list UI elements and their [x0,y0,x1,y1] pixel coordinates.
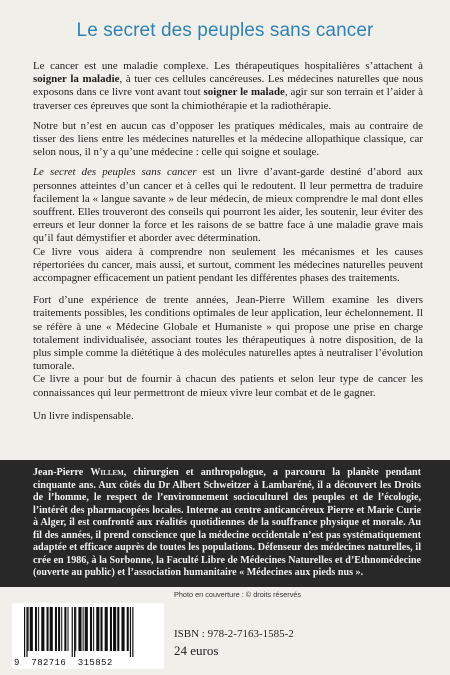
barcode-bar [105,607,108,651]
barcode-guard-bar [72,607,73,657]
barcode-bar [50,607,53,651]
price: 24 euros [174,643,219,658]
paragraph-closing: Un livre indispensable. [33,409,134,422]
barcode-bars [22,607,154,657]
back-cover-text [33,60,423,430]
barcode-bar [75,607,76,651]
paragraph-help: Ce livre vous aidera à comprendre non seulement les mécanismes et les causes répertoriées du cancer, mais aussi, et surtout, comment les médecines naturelles peuvent accompagner efficacement un patient pendant les différentes phases des traitements. [33,245,423,285]
barcode-bar [113,607,116,651]
photo-credit: Photo en couverture : © droits réservés [174,590,302,599]
isbn: ISBN : 978-2-7163-1585-2 [174,628,294,640]
paragraph-intro [33,60,423,113]
intro-text-3: , agir sur son terrain et l’aider à traverser ces épreuves que sont la chimiothérapie et la radiothérapie. [33,86,423,112]
book-title: Le secret des peuples sans cancer [76,20,374,41]
barcode-bar [68,607,69,651]
author-bio-text: , chirurgien et anthropologue, a parcouru la planète pendant cinquante ans. Aux côtés du Dr Albert Schweitzer à Lambaréné, il a découvert les Droits de l’homme, le respect de l’environnement socioculturel des peuples et de l’écologie, l’intérêt des pharmacopées locales. Interne au centre anticancéreux Pierre et Marie Curie à Alger, il est confronté aux réalités quotidiennes de la souffrance physique et morale. Au fil des années, il prend conscience que la médecine occidentale n’est pas systématiquement adaptée et efficace auprès de toutes les populations. Défenseur des médecines naturelles, il crée en 1986, à la Sorbonne, la Faculté Libre de Médecines Naturelles et d’Ethnomédecine (ouverte au public) et l’association humanitaire « Médecines aux pieds nus ». [33,467,422,578]
barcode-guard-bar [26,607,27,657]
barcode-bar [30,607,33,651]
barcode-bar [110,607,112,651]
barcode-bar [90,607,92,651]
barcode-bar [64,607,66,651]
barcode-bar [55,607,57,651]
author-first-name: Jean-Pierre [33,467,91,478]
barcode-bar [117,607,119,651]
barcode-guard-bar [130,607,131,657]
barcode-bar [96,607,99,651]
barcode-bar [85,607,88,651]
paragraph-purpose: Ce livre a pour but de fournir à chacun des patients et selon leur type de cancer les connaissances qui leur permettront de mieux vivre leur combat et de le gagner. [33,373,423,399]
barcode-bar [41,607,44,651]
author-bio [33,467,421,580]
barcode-bar [127,607,129,651]
intro-text-1: Le cancer est une maladie complexe. Les thérapeutiques hospitalières s’attachent à [33,60,423,72]
barcode-guard-bar [132,607,133,657]
paragraph-goal: Notre but n’est en aucun cas d’opposer les pratiques médicales, mais au contraire de tisser des liens entre les médecines naturelles et la médecine allopathique classique, car selon nous, il n’y a qu’une médecine : celle qui soigne et soulage. [33,119,423,159]
barcode-bar [35,607,37,651]
barcode-guard-bar [24,607,25,657]
book-title-italic: Le secret des peuples sans cancer [33,166,197,179]
barcode-bar [100,607,102,651]
barcode-bar [61,607,62,651]
paragraph-book [33,166,423,245]
intro-bold-2: soigner le malade [203,86,285,99]
book-description: est un livre d’avant-garde destiné d’abord aux personnes atteintes d’un cancer et à celles qui le redoutent. Il leur permettra de traduire facilement la « langue savante » de leur médecin, de mieux comprendre le mal dont elles souffrent. Elles trouveront des conseils qui pourront les aider, les soutenir, leur éviter des erreurs et leur donner la force et les raisons de se battre face à une maladie grave mais qu’il faut démystifier et aborder avec détermination. [33,166,423,245]
barcode-bar [58,607,60,651]
barcode-bar [47,607,49,651]
barcode-bar [121,607,124,651]
intro-bold-1: soigner la maladie [33,73,120,86]
author-bio-panel [0,460,450,587]
barcode [12,603,164,669]
barcode-bar [38,607,39,651]
barcode-bar [83,607,84,651]
author-last-name: Willem [90,467,124,478]
barcode-guard-bar [74,607,75,657]
intro-text-2: , à tuer ces cellules cancéreuses. Les médecines naturelles que nous exposons dans ce livre vont avant tout [33,73,423,99]
barcode-bar [28,607,29,651]
barcode-bar [93,607,94,651]
barcode-digits: 9 782716 315852 [14,658,113,668]
paragraph-experience: Fort d’une expérience de trente années, Jean-Pierre Willem examine les divers traitements possibles, les conditions optimales de leur application, leur échelonnement. Il se réfère à une « Médecine Globale et Humaniste » qui propose une prise en charge totalement individualisée, associant toutes les thérapeutiques à notre disposition, de la plus simple comme la diététique à des molécules naturelles aptes à neutraliser l’évolution tumorale. [33,294,423,373]
barcode-bar [78,607,81,651]
